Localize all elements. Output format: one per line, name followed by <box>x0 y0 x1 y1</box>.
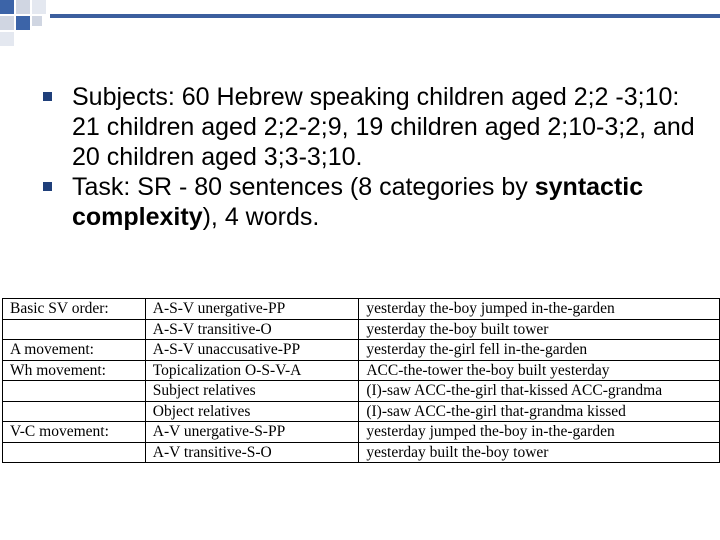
type-cell: A-S-V transitive-O <box>145 319 359 340</box>
type-cell: A-V unergative-S-PP <box>145 422 359 443</box>
square-bullet-icon <box>43 182 52 191</box>
example-cell: (I)-saw ACC-the-girl that-grandma kissed <box>359 401 720 422</box>
type-cell: Subject relatives <box>145 381 359 402</box>
group-cell <box>3 381 146 402</box>
example-cell: yesterday jumped the-boy in-the-garden <box>359 422 720 443</box>
table-row <box>3 422 720 443</box>
example-cell: (I)-saw ACC-the-girl that-kissed ACC-grandma <box>359 381 720 402</box>
type-cell: A-S-V unaccusative-PP <box>145 340 359 361</box>
bullet-text-bold: syntactic complexity <box>72 173 644 231</box>
sentence-categories-table <box>2 298 720 463</box>
table-row <box>3 340 720 361</box>
table-row <box>3 299 720 320</box>
type-cell: Topicalization O-S-V-A <box>145 360 359 381</box>
bullet-item-task <box>40 172 700 232</box>
group-cell: Wh movement: <box>3 360 146 381</box>
table-row <box>3 360 720 381</box>
example-cell: yesterday the-boy built tower <box>359 319 720 340</box>
bullet-item-subjects <box>40 82 700 172</box>
type-cell: Object relatives <box>145 401 359 422</box>
group-cell: V-C movement: <box>3 422 146 443</box>
type-cell: A-V transitive-S-O <box>145 442 359 463</box>
type-cell: A-S-V unergative-PP <box>145 299 359 320</box>
example-cell: yesterday the-boy jumped in-the-garden <box>359 299 720 320</box>
corner-decoration <box>0 0 72 48</box>
square-bullet-icon <box>43 92 52 101</box>
table-row <box>3 319 720 340</box>
example-cell: yesterday built the-boy tower <box>359 442 720 463</box>
group-cell: Basic SV order: <box>3 299 146 320</box>
table-row <box>3 381 720 402</box>
group-cell <box>3 442 146 463</box>
title-divider-line <box>50 14 720 18</box>
group-cell <box>3 401 146 422</box>
bullet-text: Subjects: 60 Hebrew speaking children aged 2;2 -3;10: 21 children aged 2;2-2;9, 19 children aged 2;10-3;2, and 20 children aged 3;3-3;10. <box>72 83 695 171</box>
bullet-text-prefix: Task: SR - 80 sentences (8 categories by <box>72 173 535 201</box>
bullet-list <box>40 82 700 232</box>
bullet-text-suffix: ), 4 words. <box>202 203 320 231</box>
group-cell: A movement: <box>3 340 146 361</box>
example-cell: ACC-the-tower the-boy built yesterday <box>359 360 720 381</box>
example-cell: yesterday the-girl fell in-the-garden <box>359 340 720 361</box>
group-cell <box>3 319 146 340</box>
table-row <box>3 442 720 463</box>
table-row <box>3 401 720 422</box>
